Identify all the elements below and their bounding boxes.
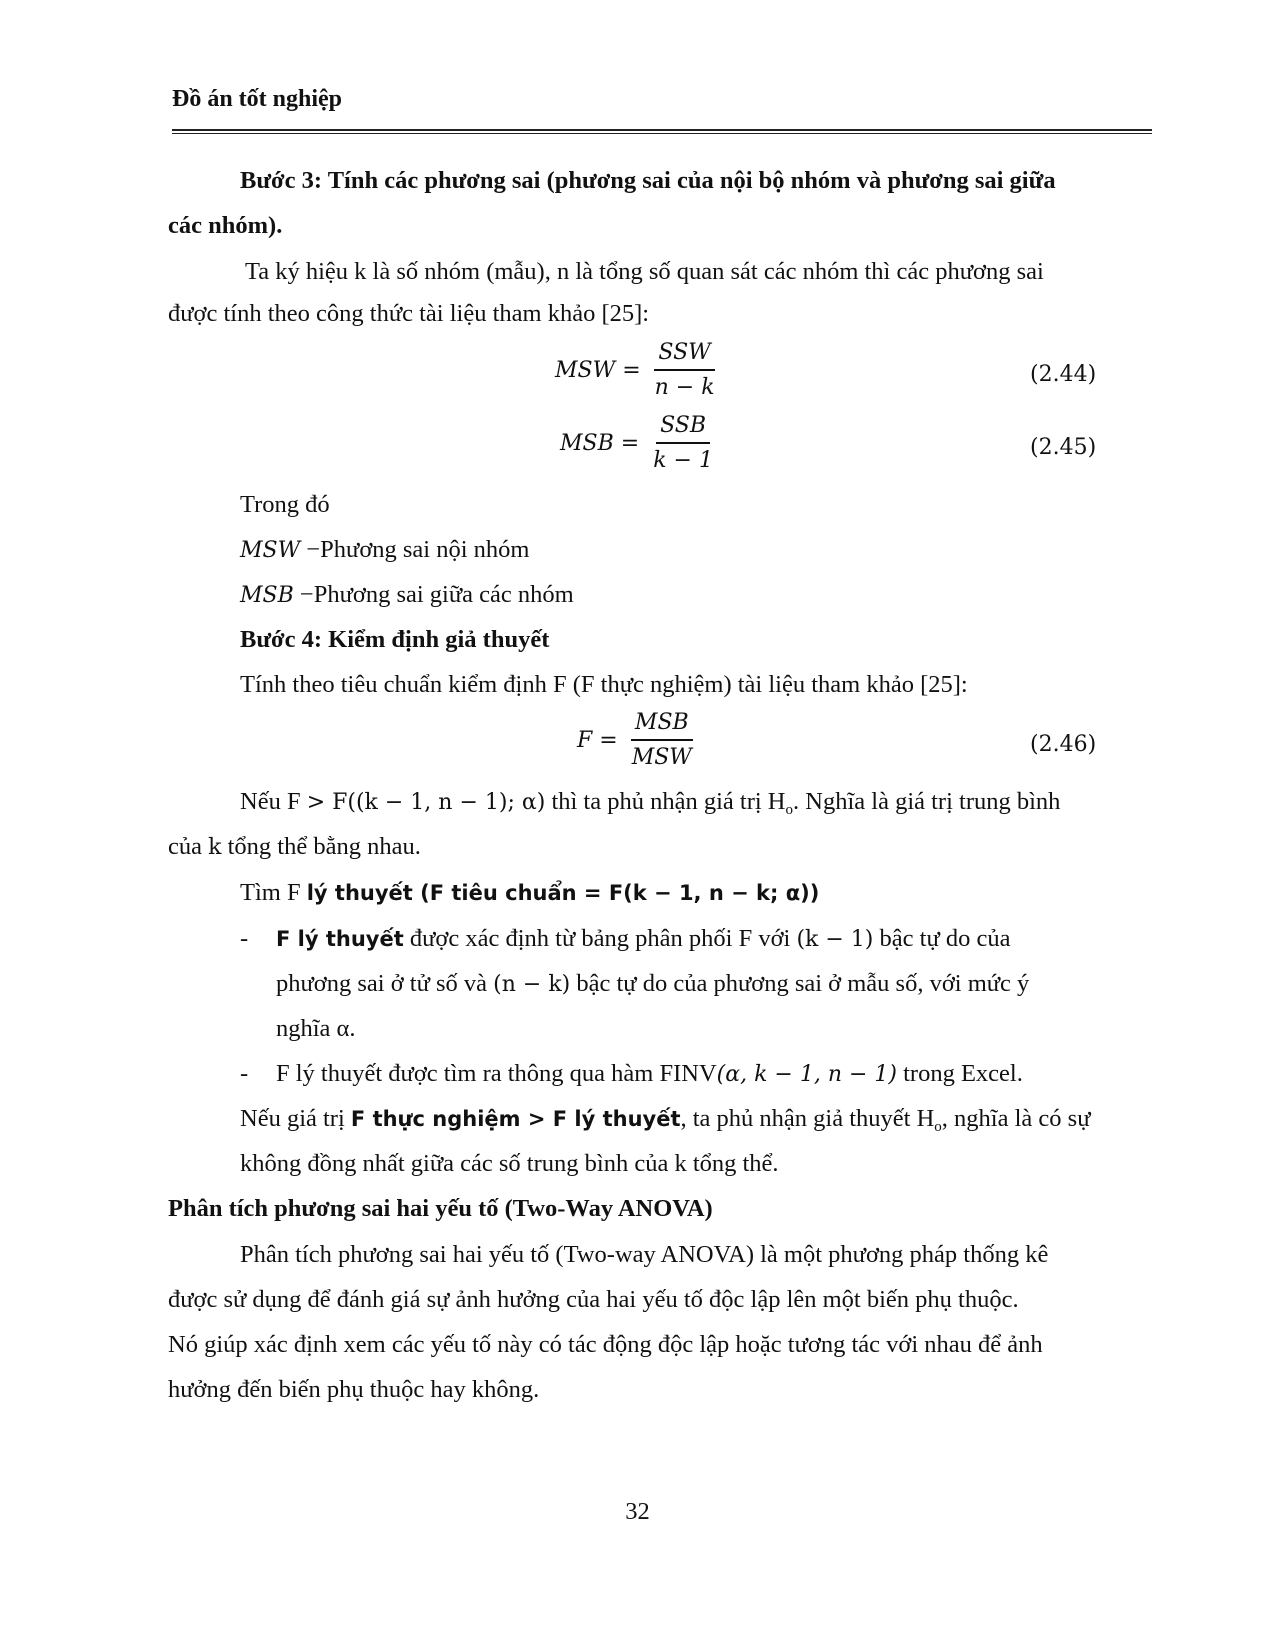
twoway-line1: Phân tích phương sai hai yếu tố (Two-way ANOVA) là một phương pháp thống kê	[240, 1241, 1049, 1268]
header-divider	[172, 129, 1152, 134]
bullet-2-line	[276, 1060, 1023, 1088]
condition-line2-suffix: tổng thể bằng nhau.	[227, 833, 421, 860]
twoway-line4: hưởng đến biến phụ thuộc hay không.	[168, 1376, 540, 1403]
condition-expression: > F((k − 1, n − 1); α)	[306, 790, 546, 815]
bullet-1-line1	[276, 925, 1010, 953]
condition-subscript: o	[785, 802, 794, 818]
eq246-numerator: MSB	[631, 710, 693, 741]
conclusion-suffix: , nghĩa là có sự	[941, 1105, 1091, 1132]
bullet-1-bold: F lý thuyết	[276, 927, 404, 951]
where-msb	[240, 581, 574, 609]
step3-heading-line2: các nhóm).	[168, 212, 283, 239]
condition-line2	[168, 833, 421, 861]
eq246-denominator: MSW	[631, 745, 692, 770]
condition-line1	[240, 788, 1060, 819]
msw-symbol: MSW	[240, 538, 301, 563]
eq246-lhs: F =	[577, 727, 618, 753]
equation-2-46	[577, 710, 696, 770]
condition-suffix: . Nghĩa là giá trị trung bình	[793, 788, 1061, 815]
step4-paragraph: Tính theo tiêu chuẩn kiểm định F (F thực nghiệm) tài liệu tham khảo [25]:	[240, 671, 968, 698]
twoway-line2: được sử dụng để đánh giá sự ảnh hưởng của hai yếu tố độc lập lên một biến phụ thuộc.	[168, 1286, 1019, 1313]
eq244-lhs: MSW =	[555, 357, 641, 383]
twoway-line3: Nó giúp xác định xem các yếu tố này có tác động độc lập hoặc tương tác với nhau để ảnh	[168, 1331, 1043, 1358]
conclusion-prefix: Nếu giá trị	[240, 1105, 345, 1132]
condition-middle: thì ta phủ nhận giá trị H	[551, 788, 786, 815]
eq245-numerator: SSB	[656, 413, 710, 444]
eq244-label: (2.44)	[1030, 362, 1097, 387]
eq244-denominator: n − k	[654, 375, 715, 400]
step3-paragraph-line2: được tính theo công thức tài liệu tham khảo [25]:	[168, 300, 650, 327]
step3-heading-line1: Bước 3: Tính các phương sai (phương sai của nội bộ nhóm và phương sai giữa	[240, 167, 1056, 194]
eq245-lhs: MSB =	[560, 430, 640, 456]
condition-line2-prefix: của	[168, 833, 202, 860]
step4-heading: Bước 4: Kiểm định giả thuyết	[240, 626, 550, 653]
bullet-dash-1: -	[240, 925, 249, 952]
bullet-dash-2: -	[240, 1060, 249, 1087]
conclusion-middle: , ta phủ nhận giả thuyết H	[680, 1105, 935, 1132]
bullet-1-expression: (k − 1)	[796, 927, 874, 952]
find-expression: lý thuyết (F tiêu chuẩn = F(k − 1, n − k; α))	[306, 881, 820, 905]
bullet-2-prefix: F lý thuyết được tìm ra thông qua hàm FINV	[276, 1060, 717, 1087]
find-line	[240, 879, 819, 907]
conclusion-subscript: o	[934, 1119, 942, 1135]
bullet-1-line3: nghĩa α.	[276, 1015, 356, 1042]
find-prefix: Tìm F	[240, 879, 301, 906]
twoway-heading: Phân tích phương sai hai yếu tố (Two-Way ANOVA)	[168, 1195, 713, 1222]
eq246-label: (2.46)	[1030, 732, 1097, 757]
bullet-1-text: được xác định từ bảng phân phối F với	[409, 925, 791, 952]
eq245-denominator: k − 1	[653, 448, 713, 473]
bullet-1-line2-prefix: phương sai ở tử số và	[276, 970, 488, 997]
conclusion-line1	[240, 1105, 1090, 1136]
bullet-1-line2-suffix: bậc tự do của phương sai ở mẫu số, với mức ý	[576, 970, 1030, 997]
step3-paragraph-line1: Ta ký hiệu k là số nhóm (mẫu), n là tổng số quan sát các nhóm thì các phương sai	[245, 258, 1044, 285]
eq245-label: (2.45)	[1030, 435, 1097, 460]
bullet-2-expression: (α, k − 1, n − 1)	[716, 1062, 897, 1087]
msb-symbol: MSB	[240, 583, 294, 608]
equation-2-44	[555, 340, 719, 400]
bullet-1-text2: bậc tự do của	[879, 925, 1011, 952]
msw-definition: −Phương sai nội nhóm	[306, 536, 530, 563]
msb-definition: −Phương sai giữa các nhóm	[299, 581, 574, 608]
eq244-numerator: SSW	[654, 340, 714, 371]
page-number: 32	[625, 1498, 650, 1525]
conclusion-bold: F thực nghiệm > F lý thuyết	[350, 1107, 681, 1131]
where-msw	[240, 536, 529, 564]
bullet-1-line2	[276, 970, 1029, 998]
running-header: Đồ án tốt nghiệp	[172, 86, 343, 112]
equation-2-45	[560, 413, 717, 473]
bullet-2-suffix: trong Excel.	[903, 1060, 1023, 1087]
conclusion-line2: không đồng nhất giữa các số trung bình của k tổng thể.	[240, 1150, 779, 1177]
where-intro: Trong đó	[240, 491, 330, 518]
condition-line2-k: k	[208, 835, 222, 860]
bullet-1-line2-expression: (n − k)	[493, 972, 571, 997]
condition-prefix: Nếu F	[240, 788, 301, 815]
